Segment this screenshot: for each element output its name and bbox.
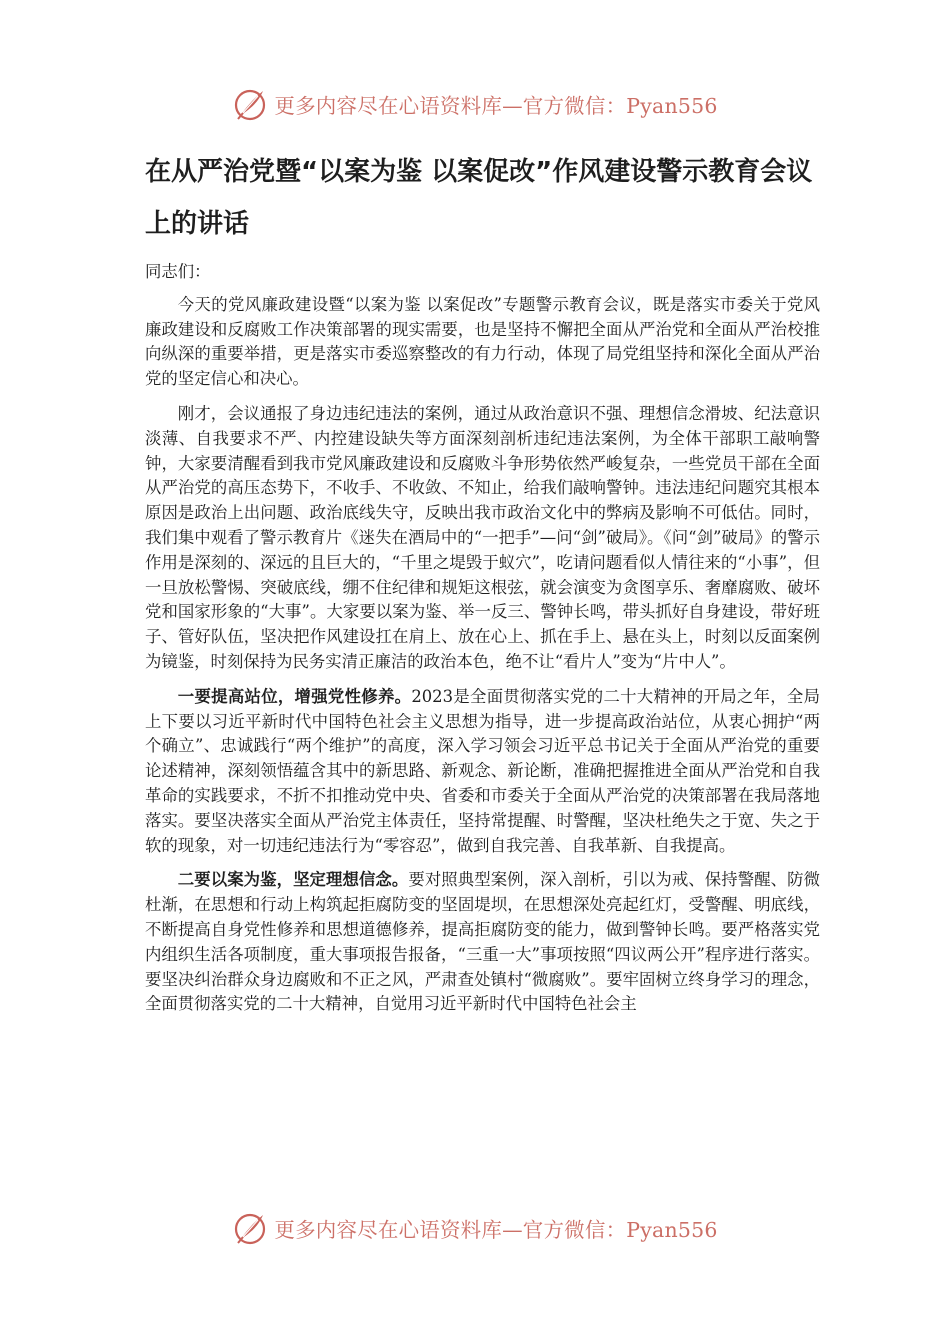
- document-body: [145, 260, 820, 1027]
- paragraph-text: 2023是全面贯彻落实党的二十大精神的开局之年，全局上下要以习近平新时代中国特色社会主义思想为指导，进一步提高政治站位，从衷心拥护“两个确立”、忠诚践行“两个维护”的高度，深入学习领会习近平总书记关于全面从严治党的重要论述精神，深刻领悟蕴含其中的新思路、新观念、新论断，准确把握推进全面从严治党和自我革命的实践要求，不折不扣推动党中央、省委和市委关于全面从严治党的决策部署在我局落地落实。要坚决落实全面从严治党主体责任，坚持常提醒、时警醒，坚决杜绝失之于宽、失之于软的现象，对一切违纪违法行为“零容忍”，做到自我完善、自我革新、自我提高。: [145, 686, 821, 855]
- paragraph-text: 今天的党风廉政建设暨“以案为鉴 以案促改”专题警示教育会议，既是落实市委关于党风廉政建设和反腐败工作决策部署的现实需要，也是坚持不懈把全面从严治党和全面从严治校推向纵深的重要举措，更是落实市委巡察整改的有力行动，体现了局党组坚持和深化全面从严治党的坚定信心和决心。: [145, 294, 820, 389]
- paragraph: [145, 685, 820, 859]
- paragraph-text: 刚才，会议通报了身边违纪违法的案例，通过从政治意识不强、理想信念滑坡、纪法意识淡薄、自我要求不严、内控建设缺失等方面深刻剖析违纪违法案例，为全体干部职工敲响警钟，大家要清醒看到我市党风廉政建设和反腐败斗争形势依然严峻复杂，一些党员干部在全面从严治党的高压态势下，不收手、不收敛、不知止，给我们敲响警钟。违法违纪问题究其根本原因是政治上出问题、政治底线失守，反映出我市政治文化中的弊病及影响不可低估。同时，我们集中观看了警示教育片《迷失在酒局中的“一把手”—问“剑”破局》。《问“剑”破局》的警示作用是深刻的、深远的且巨大的，“千里之堤毁于蚁穴”，吃请问题看似人情往来的“小事”，但一旦放松警惕、突破底线，绷不住纪律和规矩这根弦，就会演变为贪图享乐、奢靡腐败、破坏党和国家形象的“大事”。大家要以案为鉴、举一反三、警钟长鸣，带头抓好自身建设，带好班子、管好队伍，坚决把作风建设扛在肩上、放在心上、抓在手上、悬在头上，时刻以反面案例为镜鉴，时刻保持为民务实清正廉洁的政治本色，绝不让“看片人”变为“片中人”。: [145, 403, 820, 671]
- paragraph-lead: 二要以案为鉴，坚定理想信念。: [177, 870, 409, 890]
- banner-text: 更多内容尽在心语资料库—官方微信：Pyan556: [274, 1218, 718, 1242]
- page-title: 在从严治党暨“以案为鉴 以案促改”作风建设警示教育会议上的讲话: [145, 157, 813, 239]
- banner-text: 更多内容尽在心语资料库—官方微信：Pyan556: [274, 94, 718, 118]
- header-banner: [0, 84, 950, 124]
- quill-logo-icon: [232, 86, 268, 122]
- paragraph-lead: 一要提高站位，增强党性修养。: [177, 686, 412, 706]
- paragraph-text: 要对照典型案例，深入剖析，引以为戒、保持警醒、防微杜渐，在思想和行动上构筑起拒腐防变的坚固堤坝，在思想深处亮起红灯，受警醒、明底线，不断提高自身党性修养和思想道德修养，提高拒腐防变的能力，做到警钟长鸣。要严格落实党内组织生活各项制度，重大事项报告报备，“三重一大”事项按照“四议两公开”程序进行落实。要坚决纠治群众身边腐败和不正之风，严肃查处镇村“微腐败”。要牢固树立终身学习的理念，全面贯彻落实党的二十大精神，自觉用习近平新时代中国特色社会主: [145, 870, 820, 1014]
- footer-banner: [0, 1208, 950, 1248]
- paragraph: [145, 293, 820, 392]
- paragraph: [145, 868, 820, 1017]
- salutation: 同志们：: [145, 262, 211, 281]
- quill-logo-icon: [232, 1210, 268, 1246]
- paragraph: [145, 402, 820, 675]
